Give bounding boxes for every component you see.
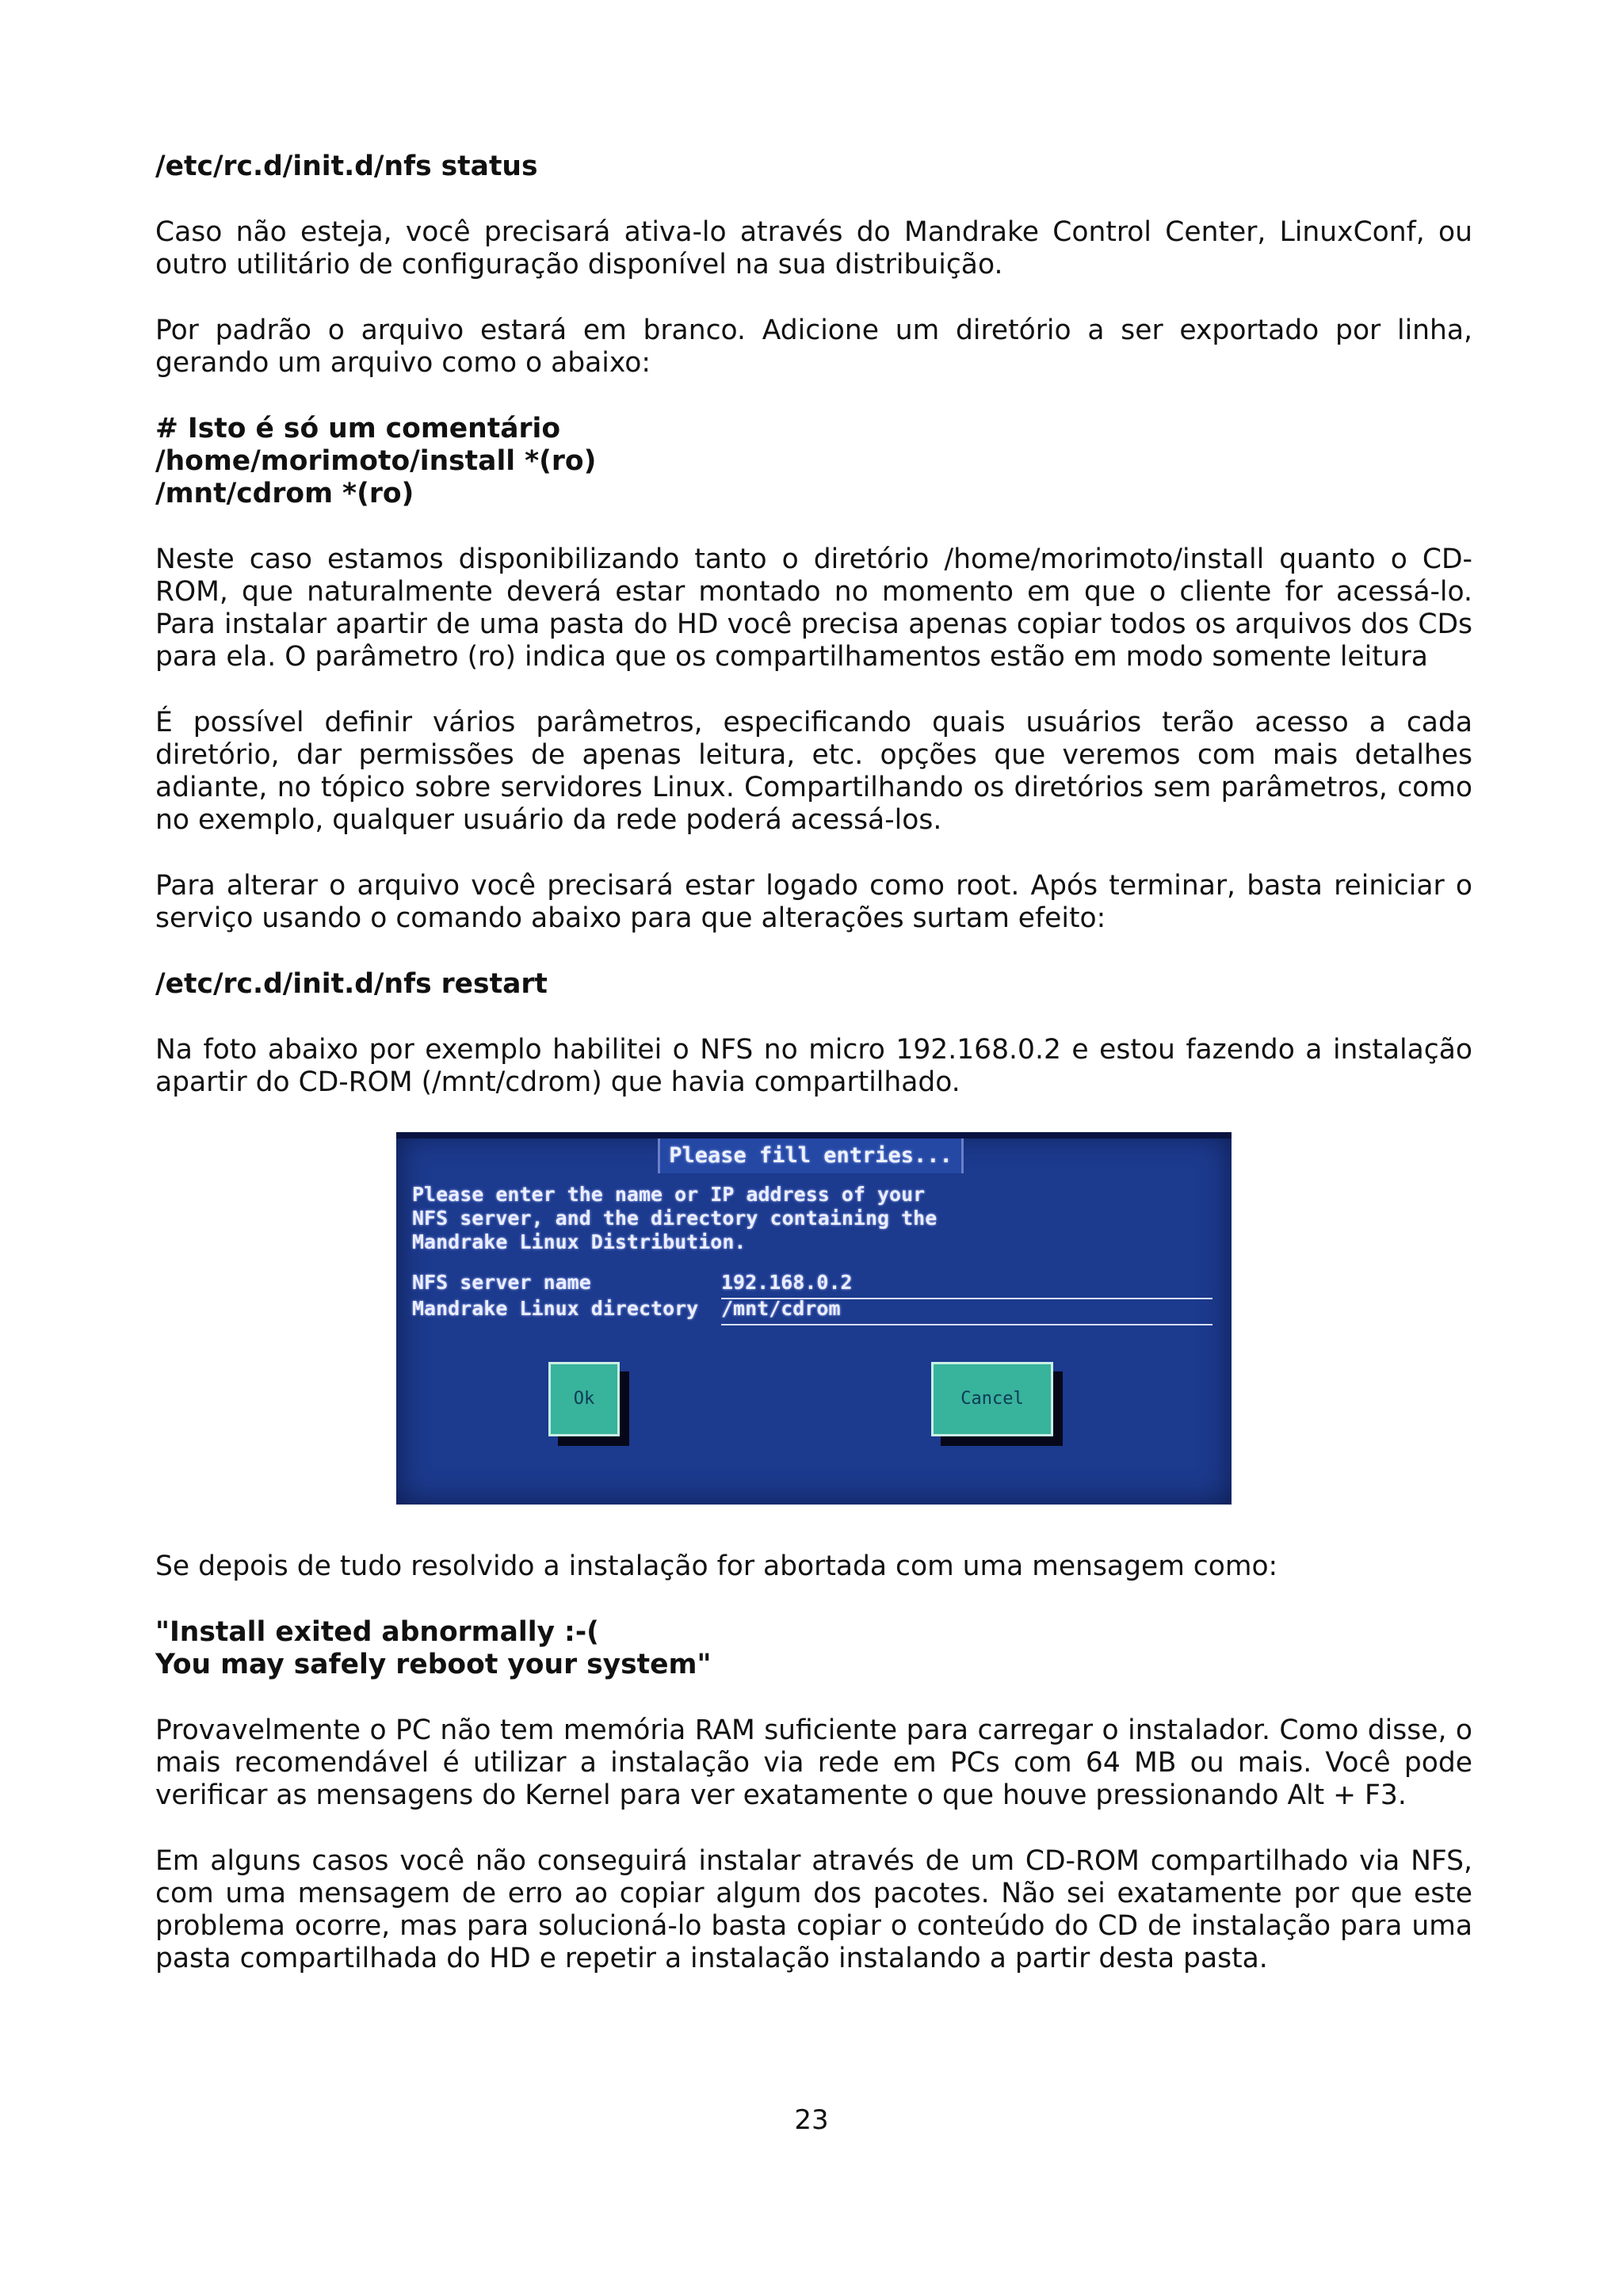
paragraph: Caso não esteja, você precisará ativa-lo através do Mandrake Control Center, LinuxConf, ou outro utilitário de configuração disponível na sua distribuição. bbox=[155, 216, 1472, 280]
paragraph: É possível definir vários parâmetros, especificando quais usuários terão acesso a cada diretório, dar permissões de apenas leitura, etc. opções que veremos com mais detalhes adiante, no tópico sobre servidores Linux. Compartilhando os diretórios sem parâmetros, como no exemplo, qualquer usuário da rede poderá acessá-los. bbox=[155, 707, 1472, 836]
linux-directory-underline bbox=[721, 1324, 1212, 1325]
dialog-instructions: Please enter the name or IP address of your NFS server, and the directory containing the Mandrake Linux Distribution. bbox=[412, 1183, 938, 1253]
linux-directory-field bbox=[412, 1297, 841, 1320]
error-message bbox=[155, 1616, 1472, 1681]
page-number: 23 bbox=[794, 2104, 829, 2136]
cancel-button: Cancel bbox=[931, 1362, 1053, 1436]
document-page bbox=[155, 151, 1472, 2008]
error-message-line: You may safely reboot your system" bbox=[155, 1649, 712, 1680]
linux-directory-label: Mandrake Linux directory bbox=[412, 1297, 699, 1320]
paragraph: Se depois de tudo resolvido a instalação for abortada com uma mensagem como: bbox=[155, 1550, 1278, 1582]
exports-file-example bbox=[155, 413, 1472, 510]
paragraph: Por padrão o arquivo estará em branco. Adicione um diretório a ser exportado por linha, gerando um arquivo como o abaixo: bbox=[155, 315, 1472, 379]
paragraph: Para alterar o arquivo você precisará estar logado como root. Após terminar, basta reiniciar o serviço usando o comando abaixo para que alterações surtam efeito: bbox=[155, 870, 1472, 934]
command-nfs-restart: /etc/rc.d/init.d/nfs restart bbox=[155, 968, 548, 1000]
paragraph: Em alguns casos você não conseguirá instalar através de um CD-ROM compartilhado via NFS, com uma mensagem de erro ao copiar algum dos pacotes. Não sei exatamente por que este problema ocorre, mas para solucioná-lo basta copiar o conteúdo do CD de instalação para uma pasta compartilhada do HD e repetir a instalação instalando a partir desta pasta. bbox=[155, 1845, 1472, 1974]
paragraph: Neste caso estamos disponibilizando tanto o diretório /home/morimoto/install quanto o CD-ROM, que naturalmente deverá estar montado no momento em que o cliente for acessá-lo. Para instalar apartir de uma pasta do HD você precisa apenas copiar todos os arquivos dos CDs para ela. O parâmetro (ro) indica que os compartilhamentos estão em modo somente leitura bbox=[155, 543, 1472, 673]
command-nfs-status: /etc/rc.d/init.d/nfs status bbox=[155, 151, 538, 182]
paragraph: Na foto abaixo por exemplo habilitei o NFS no micro 192.168.0.2 e estou fazendo a instalação apartir do CD-ROM (/mnt/cdrom) que havia compartilhado. bbox=[155, 1034, 1472, 1098]
ok-button: Ok bbox=[548, 1362, 620, 1436]
nfs-server-field bbox=[412, 1271, 853, 1294]
code-line: /home/morimoto/install *(ro) bbox=[155, 445, 597, 477]
code-line: /mnt/cdrom *(ro) bbox=[155, 478, 414, 509]
linux-directory-value: /mnt/cdrom bbox=[721, 1297, 841, 1320]
code-line: # Isto é só um comentário bbox=[155, 413, 561, 444]
dialog-title: Please fill entries... bbox=[658, 1138, 964, 1173]
screen-top-bar bbox=[396, 1132, 1232, 1138]
nfs-install-screenshot bbox=[396, 1132, 1232, 1505]
paragraph: Provavelmente o PC não tem memória RAM suficiente para carregar o instalador. Como disse, o mais recomendável é utilizar a instalação via rede em PCs com 64 MB ou mais. Você pode verificar as mensagens do Kernel para ver exatamente o que houve pressionando Alt + F3. bbox=[155, 1714, 1472, 1811]
error-message-line: "Install exited abnormally :-( bbox=[155, 1616, 599, 1648]
nfs-server-label: NFS server name bbox=[412, 1271, 591, 1294]
nfs-server-value: 192.168.0.2 bbox=[721, 1271, 853, 1294]
